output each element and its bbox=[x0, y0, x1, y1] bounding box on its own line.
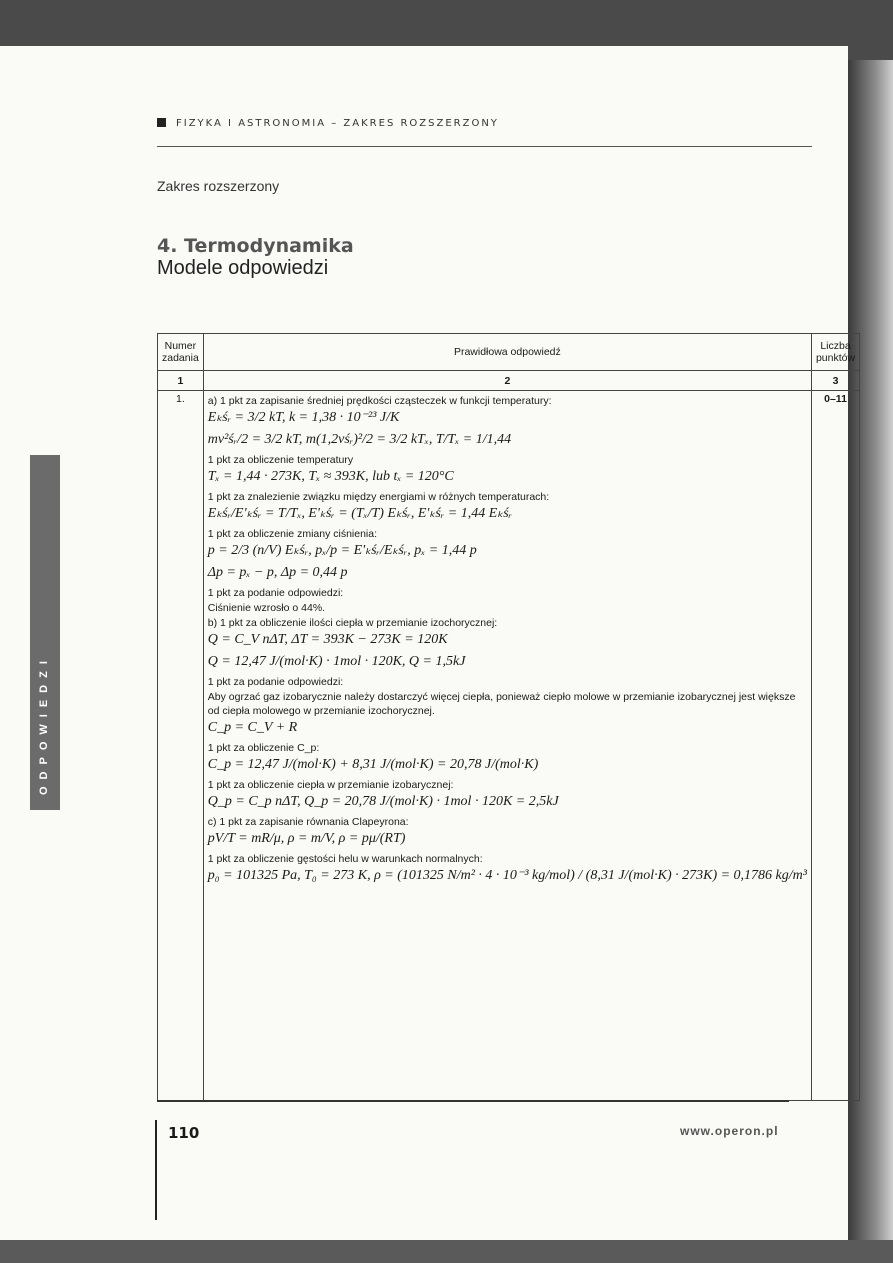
answer-text-line: c) 1 pkt za zapisanie równania Clapeyrona: bbox=[207, 816, 409, 828]
formula-line: p = 2/3 (n/V) Eₖśᵣ, pₓ/p = E'ₖśᵣ/Eₖśᵣ, pₓ = 1,44 p bbox=[207, 543, 477, 558]
index-1: 1 bbox=[158, 371, 204, 391]
index-3: 3 bbox=[811, 371, 859, 391]
formula-line: C_p = 12,47 J/(mol·K) + 8,31 J/(mol·K) = 20,78 J/(mol·K) bbox=[207, 757, 539, 772]
task-number: 1. bbox=[158, 391, 204, 1101]
answer-text-line: 1 pkt za podanie odpowiedzi: bbox=[207, 676, 344, 688]
formula-line: Eₖśᵣ = 3/2 kT, k = 1,38 · 10⁻²³ J/K bbox=[207, 410, 400, 425]
header-points: Liczba punktów bbox=[811, 334, 859, 371]
section-title: 4. Termodynamika bbox=[157, 235, 354, 257]
formula-line: Δp = pₓ − p, Δp = 0,44 p bbox=[207, 565, 348, 580]
table-index-row bbox=[158, 371, 860, 391]
formula-line: Tₓ = 1,44 · 273K, Tₓ ≈ 393K, lub tₓ = 120°C bbox=[207, 469, 454, 484]
footer-bar bbox=[155, 1120, 157, 1220]
answer-text-line: 1 pkt za obliczenie C_p: bbox=[207, 742, 320, 754]
scan-bottom-edge bbox=[0, 1240, 893, 1263]
index-2: 2 bbox=[203, 371, 811, 391]
formula-line: Eₖśᵣ/E'ₖśᵣ = T/Tₓ, E'ₖśᵣ = (Tₓ/T) Eₖśᵣ, E'ₖśᵣ = 1,44 Eₖśᵣ bbox=[207, 506, 513, 521]
formula-line: C_p = C_V + R bbox=[207, 720, 298, 735]
points-range: 0–11 bbox=[811, 391, 859, 1101]
square-bullet-icon bbox=[157, 118, 166, 127]
header-task-number: Numer zadania bbox=[158, 334, 204, 371]
formula-line: p₀ = 101325 Pa, T₀ = 273 K, ρ = (101325 N/m² · 4 · 10⁻³ kg/mol) / (8,31 J/(mol·K) · 273K) = 0,1786 kg/m³ bbox=[207, 868, 807, 883]
answer-text-line: 1 pkt za obliczenie gęstości helu w warunkach normalnych: bbox=[207, 853, 483, 865]
answer-text-line: 1 pkt za obliczenie zmiany ciśnienia: bbox=[207, 528, 378, 540]
publisher-site: www.operon.pl bbox=[680, 1124, 779, 1138]
formula-line: Q = C_V nΔT, ΔT = 393K − 273K = 120K bbox=[207, 632, 448, 647]
page-subtitle: Zakres rozszerzony bbox=[157, 178, 280, 194]
answer-text-line: Ciśnienie wzrosło o 44%. bbox=[207, 602, 326, 614]
answers-table bbox=[157, 333, 860, 1101]
answer-text-line: 1 pkt za podanie odpowiedzi: bbox=[207, 587, 344, 599]
formula-line: mv²śᵣ/2 = 3/2 kT, m(1,2vśᵣ)²/2 = 3/2 kTₓ, T/Tₓ = 1/1,44 bbox=[207, 432, 512, 447]
page-number: 110 bbox=[168, 1124, 200, 1142]
answer-text-line: b) 1 pkt za obliczenie ilości ciepła w przemianie izochorycznej: bbox=[207, 617, 498, 629]
table-header-row bbox=[158, 334, 860, 371]
header-divider bbox=[157, 146, 812, 147]
answer-text-line: 1 pkt za obliczenie temperatury bbox=[207, 454, 354, 466]
answer-content bbox=[203, 391, 811, 1101]
side-tab bbox=[30, 455, 60, 810]
answer-text-line: 1 pkt za znalezienie związku między energiami w różnych temperaturach: bbox=[207, 491, 550, 503]
side-tab-label: ODPOWIEDZI bbox=[38, 654, 50, 795]
section-subtitle: Modele odpowiedzi bbox=[157, 257, 329, 279]
header-answer: Prawidłowa odpowiedź bbox=[203, 334, 811, 371]
running-header bbox=[157, 118, 499, 129]
answer-text-line: Aby ogrzać gaz izobarycznie należy dostarczyć więcej ciepła, ponieważ ciepło molowe w przemianie izobarycznej jest większe od ciepła molowego w przemianie izochorycznej. bbox=[207, 691, 796, 717]
answer-text-line: a) 1 pkt za zapisanie średniej prędkości cząsteczek w funkcji temperatury: bbox=[207, 395, 552, 407]
formula-line: pV/T = mR/μ, ρ = m/V, ρ = pμ/(RT) bbox=[207, 831, 406, 846]
formula-line: Q_p = C_p nΔT, Q_p = 20,78 J/(mol·K) · 1mol · 120K = 2,5kJ bbox=[207, 794, 559, 809]
table-bottom-rule bbox=[157, 1100, 789, 1102]
answer-text-line: 1 pkt za obliczenie ciepła w przemianie izobarycznej: bbox=[207, 779, 454, 791]
running-title: FIZYKA I ASTRONOMIA – ZAKRES ROZSZERZONY bbox=[176, 118, 499, 129]
table-row bbox=[158, 391, 860, 1101]
formula-line: Q = 12,47 J/(mol·K) · 1mol · 120K, Q = 1,5kJ bbox=[207, 654, 466, 669]
